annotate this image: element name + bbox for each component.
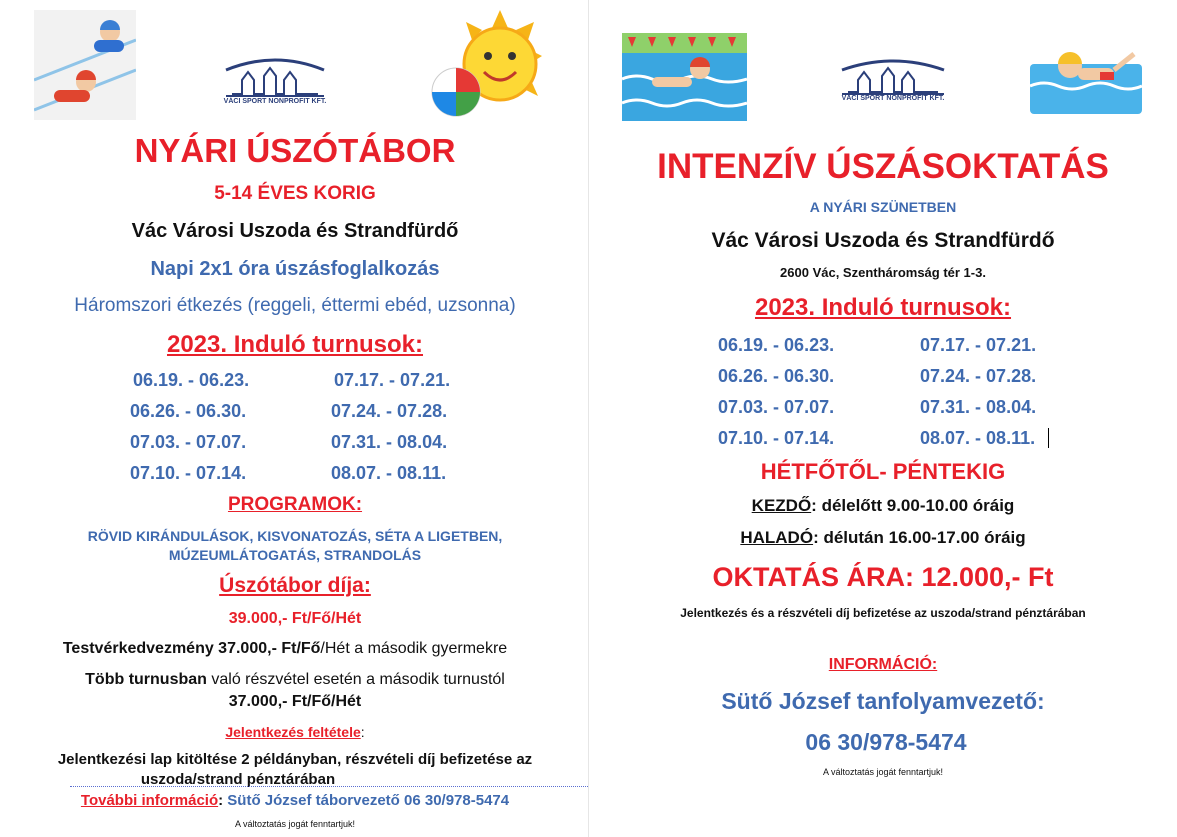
session-date: 07.31. - 08.04.	[331, 432, 448, 452]
info-heading: INFORMÁCIÓ:	[828, 656, 938, 673]
session-date: 07.10. - 07.14.	[718, 428, 835, 448]
boy-swimmer-clipart	[1030, 46, 1142, 120]
course-price: OKTATÁS ÁRA: 12.000,- Ft	[712, 562, 1054, 592]
programs-heading: PROGRAMOK:	[227, 494, 363, 515]
more-info-label: További információ	[80, 792, 219, 809]
beginner-time: : délelőtt 9.00-10.00 óráig	[811, 496, 1015, 515]
beginner-label: KEZDŐ	[751, 496, 812, 515]
sibling-discount	[63, 640, 507, 658]
advanced-line	[740, 528, 1025, 548]
session-date: 08.07. - 08.11.	[920, 428, 1036, 448]
apply-heading: Jelentkezés feltétele	[225, 724, 361, 740]
sibling-discount-rest: /Hét a második gyermekre	[320, 640, 508, 657]
more-info-contact: Sütő József táborvezető 06 30/978-5474	[227, 792, 510, 809]
session-date: 06.26. - 06.30.	[130, 401, 247, 421]
session-date: 07.17. - 07.21.	[334, 370, 451, 390]
course-title: INTENZÍV ÚSZÁSOKTATÁS	[657, 147, 1109, 186]
multi-session-bold: Több turnusban	[85, 671, 207, 688]
session-date: 07.17. - 07.21.	[920, 335, 1037, 355]
fee-price: 39.000,- Ft/Fő/Hét	[228, 610, 362, 627]
apply-heading-line	[225, 724, 364, 740]
session-date: 07.24. - 07.28.	[331, 401, 448, 421]
apply-line-2: uszoda/strand pénztárában	[140, 771, 336, 788]
age-range: 5-14 ÉVES KORIG	[214, 183, 376, 204]
sessions-heading: 2023. Induló turnusok:	[754, 294, 1012, 321]
daily-swim: Napi 2x1 óra úszásfoglalkozás	[150, 258, 440, 280]
venue: Vác Városi Uszoda és Strandfürdő	[711, 229, 1055, 252]
logo-text: VÁCI SPORT NONPROFIT KFT.	[841, 95, 945, 102]
sibling-discount-bold: Testvérkedvezmény 37.000,- Ft/Fő	[62, 640, 321, 657]
meals: Háromszori étkezés (reggeli, éttermi ebéd, uzsonna)	[74, 295, 516, 316]
more-info	[81, 792, 509, 809]
programs-line-2: MÚZEUMLÁTOGATÁS, STRANDOLÁS	[168, 547, 422, 563]
session-date: 06.26. - 06.30.	[718, 366, 835, 386]
text-cursor	[1048, 428, 1049, 448]
multi-session	[85, 671, 505, 689]
session-date: 07.03. - 07.07.	[718, 397, 835, 417]
camp-title: NYÁRI ÚSZÓTÁBOR	[134, 132, 456, 169]
apply-line-1: Jelentkezési lap kitöltése 2 példányban, részvételi díj befizetése az	[57, 751, 533, 768]
sessions-heading: 2023. Induló turnusok:	[166, 331, 424, 358]
apply-colon: :	[360, 724, 365, 740]
course-subtitle: A NYÁRI SZÜNETBEN	[809, 199, 957, 215]
contact-name: Sütő József tanfolyamvezető:	[721, 688, 1045, 714]
session-date: 08.07. - 08.11.	[331, 463, 447, 483]
pool-swimmer-clipart	[622, 33, 747, 121]
multi-session-rest: való részvétel esetén a második turnustól	[206, 671, 505, 688]
multi-session-price: 37.000,- Ft/Fő/Hét	[228, 693, 362, 710]
fee-heading: Úszótábor díja:	[219, 574, 371, 597]
days: HÉTFŐTŐL- PÉNTEKIG	[760, 459, 1006, 484]
session-date: 06.19. - 06.23.	[133, 370, 250, 390]
sun-ball-clipart	[430, 8, 550, 120]
contact-phone: 06 30/978-5474	[805, 729, 967, 755]
disclaimer: A változtatás jogát fenntartjuk!	[822, 767, 944, 777]
session-date: 07.31. - 08.04.	[920, 397, 1037, 417]
session-date: 07.24. - 07.28.	[920, 366, 1037, 386]
venue: Vác Városi Uszoda és Strandfürdő	[131, 220, 459, 242]
session-date: 06.19. - 06.23.	[718, 335, 835, 355]
apply-text: Jelentkezés és a részvételi díj befizetése az uszoda/strand pénztárában	[680, 606, 1086, 620]
advanced-label: HALADÓ	[740, 528, 814, 547]
session-date: 07.03. - 07.07.	[130, 432, 247, 452]
session-date: 07.10. - 07.14.	[130, 463, 247, 483]
logo-text: VÁCI SPORT NONPROFIT KFT.	[223, 98, 327, 105]
programs-line-1: RÖVID KIRÁNDULÁSOK, KISVONATOZÁS, SÉTA A LIGETBEN,	[87, 528, 503, 544]
address: 2600 Vác, Szentháromság tér 1-3.	[780, 265, 986, 280]
page-divider	[588, 0, 589, 837]
spell-underline	[70, 786, 588, 787]
beginner-line	[752, 496, 1015, 516]
swimmers-clipart	[34, 10, 136, 120]
advanced-time: : délután 16.00-17.00 óráig	[813, 528, 1026, 547]
more-info-colon: :	[218, 792, 228, 809]
disclaimer: A változtatás jogát fenntartjuk!	[234, 819, 356, 829]
